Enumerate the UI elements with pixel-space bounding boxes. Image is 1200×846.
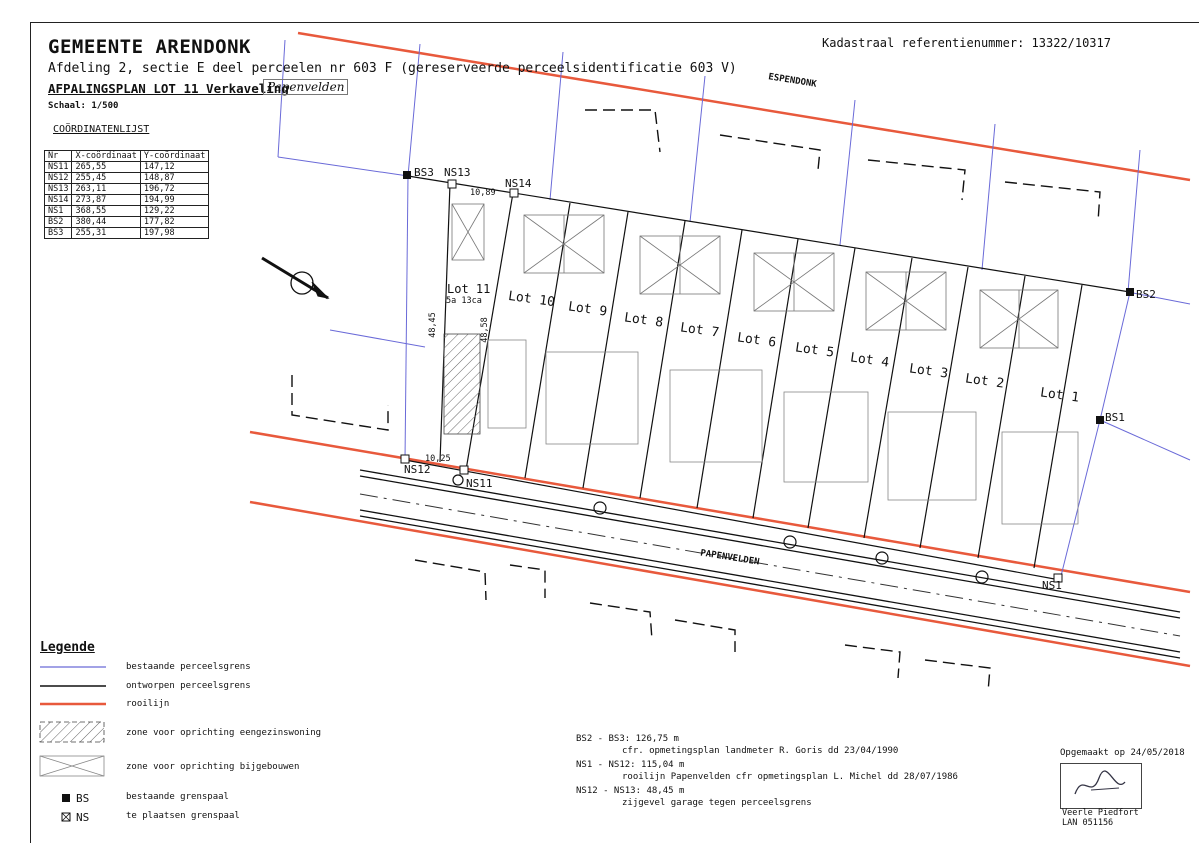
coord-cell: 177,82 bbox=[140, 217, 208, 228]
lot-label-11: Lot 11 bbox=[447, 282, 491, 296]
coord-cell: BS2 bbox=[45, 217, 72, 228]
lot-label-2: Lot 2 bbox=[964, 371, 1005, 392]
legend-building-line: rooilijn bbox=[126, 699, 170, 709]
coord-cell: NS12 bbox=[45, 173, 72, 184]
note-3-head: NS12 - NS13: 48,45 m bbox=[576, 786, 685, 796]
plan-title: AFPALINGSPLAN LOT 11 Verkaveling bbox=[48, 81, 289, 96]
legend-bs-symbol: BS bbox=[76, 792, 90, 805]
coord-cell: 194,99 bbox=[140, 195, 208, 206]
coord-cell: 368,55 bbox=[72, 206, 140, 217]
point-label-ns11: NS11 bbox=[466, 477, 493, 490]
point-label-ns14: NS14 bbox=[505, 177, 532, 190]
coord-cell: NS14 bbox=[45, 195, 72, 206]
coord-cell: 380,44 bbox=[72, 217, 140, 228]
point-label-ns1: NS1 bbox=[1042, 579, 1062, 592]
legend-designed-boundary: ontworpen perceelsgrens bbox=[126, 681, 251, 691]
creation-date: Opgemaakt op 24/05/2018 bbox=[1060, 748, 1185, 758]
coord-cell: BS3 bbox=[45, 228, 72, 239]
coord-cell: 263,11 bbox=[72, 184, 140, 195]
lot-label-8: Lot 8 bbox=[623, 310, 664, 331]
lot-label-5: Lot 5 bbox=[794, 340, 835, 361]
street-label-espendonk: ESPENDONK bbox=[767, 72, 818, 90]
dimension-bottom: 10,25 bbox=[425, 454, 451, 464]
lot-label-10: Lot 10 bbox=[507, 288, 556, 311]
surveyor-license: LAN 051156 bbox=[1062, 818, 1114, 828]
note-2-head: NS1 - NS12: 115,04 m bbox=[576, 760, 685, 770]
point-label-ns12: NS12 bbox=[404, 463, 431, 476]
dimension-right: 48,58 bbox=[479, 317, 490, 343]
legend-title: Legende bbox=[40, 640, 95, 655]
coord-col-x: X-coördinaat bbox=[72, 151, 140, 162]
legend-existing-boundary: bestaande perceelsgrens bbox=[126, 662, 251, 672]
cadastral-reference: Kadastraal referentienummer: 13322/10317 bbox=[822, 36, 1111, 50]
municipality-title: GEMEENTE ARENDONK bbox=[48, 36, 251, 58]
coord-cell: 265,55 bbox=[72, 162, 140, 173]
signature-icon bbox=[1061, 764, 1141, 808]
parcel-subtitle: Afdeling 2, sectie E deel perceelen nr 603 F (gereserveerde perceelsidentificatie 603 V) bbox=[48, 61, 737, 76]
lot-label-9: Lot 9 bbox=[567, 299, 608, 320]
plan-name-handwritten: Papenvelden bbox=[263, 79, 348, 95]
legend-ns-symbol: NS bbox=[76, 811, 90, 824]
coord-col-y: Y-coördinaat bbox=[140, 151, 208, 162]
coord-cell: 196,72 bbox=[140, 184, 208, 195]
coordinates-title: COÖRDINATENLIJST bbox=[53, 124, 150, 135]
coord-cell: NS13 bbox=[45, 184, 72, 195]
note-1-head: BS2 - BS3: 126,75 m bbox=[576, 734, 679, 744]
lot-label-1: Lot 1 bbox=[1039, 385, 1080, 406]
coord-col-nr: Nr bbox=[45, 151, 72, 162]
point-label-bs1: BS1 bbox=[1105, 411, 1125, 424]
legend-bs-label: bestaande grenspaal bbox=[126, 792, 229, 802]
signature-box bbox=[1060, 763, 1142, 809]
coord-cell: 197,98 bbox=[140, 228, 208, 239]
lot-label-3: Lot 3 bbox=[908, 361, 949, 382]
point-label-bs3: BS3 bbox=[414, 166, 434, 179]
surveyor-name: Veerle Piedfort bbox=[1062, 808, 1139, 818]
dimension-left: 48,45 bbox=[427, 312, 438, 338]
coord-cell: NS1 bbox=[45, 206, 72, 217]
point-label-bs2: BS2 bbox=[1136, 288, 1156, 301]
coord-cell: NS11 bbox=[45, 162, 72, 173]
lot-label-7: Lot 7 bbox=[679, 320, 720, 341]
lot-label-4: Lot 4 bbox=[849, 350, 890, 371]
coord-cell: 147,12 bbox=[140, 162, 208, 173]
coord-cell: 255,45 bbox=[72, 173, 140, 184]
coord-cell: 129,22 bbox=[140, 206, 208, 217]
coord-cell: 255,31 bbox=[72, 228, 140, 239]
note-1-body: cfr. opmetingsplan landmeter R. Goris dd 23/04/1990 bbox=[622, 746, 899, 756]
coord-cell: 273,87 bbox=[72, 195, 140, 206]
legend-ns-label: te plaatsen grenspaal bbox=[126, 811, 240, 821]
street-label-papenvelden: PAPENVELDEN bbox=[699, 548, 761, 568]
legend-annex-zone: zone voor oprichting bijgebouwen bbox=[126, 762, 300, 772]
legend-house-zone: zone voor oprichting eengezinswoning bbox=[126, 728, 322, 738]
lot-label-6: Lot 6 bbox=[736, 330, 777, 351]
note-3-body: zijgevel garage tegen perceelsgrens bbox=[622, 798, 812, 808]
note-2-body: rooilijn Papenvelden cfr opmetingsplan L. Michel dd 28/07/1986 bbox=[622, 772, 958, 782]
lot11-area: 5a 13ca bbox=[446, 296, 482, 306]
coord-cell: 148,87 bbox=[140, 173, 208, 184]
dimension-top: 10,89 bbox=[470, 188, 496, 198]
scale-label: Schaal: 1/500 bbox=[48, 101, 119, 111]
point-label-ns13: NS13 bbox=[444, 166, 471, 179]
